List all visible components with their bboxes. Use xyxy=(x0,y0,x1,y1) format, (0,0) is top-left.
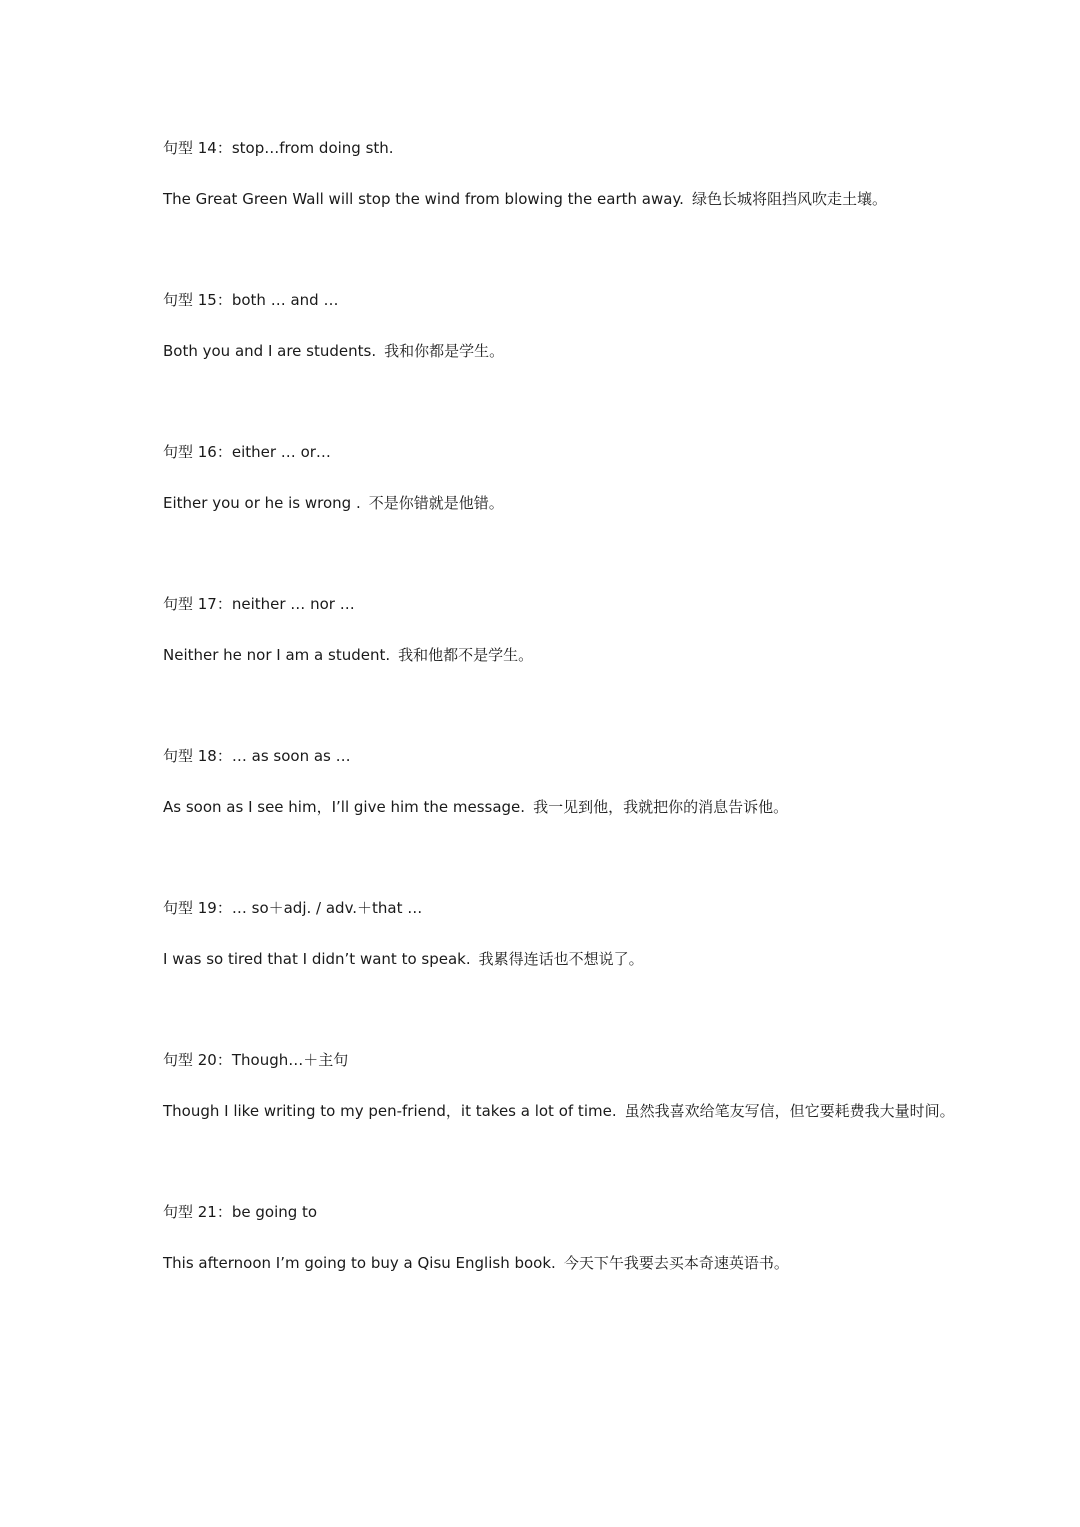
example-chinese: 虽然我喜欢给笔友写信，但它要耗费我大量时间。 xyxy=(624,1102,955,1120)
pattern-heading: 句型 20：Though…＋主句 xyxy=(163,1051,349,1069)
pattern-heading: 句型 17：neither … nor … xyxy=(163,595,355,613)
example-chinese: 我和你都是学生。 xyxy=(384,342,505,360)
example-sentence xyxy=(163,1253,789,1273)
example-sentence xyxy=(163,189,887,209)
example-sentence xyxy=(163,797,788,817)
example-chinese: 不是你错就是他错。 xyxy=(368,494,504,512)
example-english: The Great Green Wall will stop the wind from blowing the earth away. xyxy=(163,190,684,208)
example-chinese: 我一见到他，我就把你的消息告诉他。 xyxy=(533,798,789,816)
pattern-heading: 句型 18：… as soon as … xyxy=(163,747,351,765)
example-english: As soon as I see him，I’ll give him the message. xyxy=(163,798,526,816)
example-sentence xyxy=(163,493,504,513)
pattern-heading: 句型 21：be going to xyxy=(163,1203,318,1221)
pattern-heading: 句型 15：both … and … xyxy=(163,291,339,309)
example-chinese: 今天下午我要去买本奇速英语书。 xyxy=(563,1254,789,1272)
example-english: Either you or he is wrong . xyxy=(163,494,361,512)
example-sentence xyxy=(163,1101,955,1121)
example-english: I was so tired that I didn’t want to speak. xyxy=(163,950,471,968)
example-chinese: 我累得连话也不想说了。 xyxy=(478,950,644,968)
example-sentence xyxy=(163,949,644,969)
example-chinese: 我和他都不是学生。 xyxy=(398,646,534,664)
pattern-heading: 句型 16：either … or… xyxy=(163,443,331,461)
example-sentence xyxy=(163,645,533,665)
example-english: Though I like writing to my pen-friend，it takes a lot of time. xyxy=(163,1102,617,1120)
example-chinese: 绿色长城将阻挡风吹走土壤。 xyxy=(691,190,887,208)
example-sentence xyxy=(163,341,504,361)
example-english: Both you and I are students. xyxy=(163,342,377,360)
example-english: Neither he nor I am a student. xyxy=(163,646,391,664)
pattern-heading: 句型 19：… so＋adj. / adv.＋that … xyxy=(163,899,423,917)
pattern-heading: 句型 14：stop…from doing sth. xyxy=(163,139,394,157)
example-english: This afternoon I’m going to buy a Qisu English book. xyxy=(163,1254,556,1272)
